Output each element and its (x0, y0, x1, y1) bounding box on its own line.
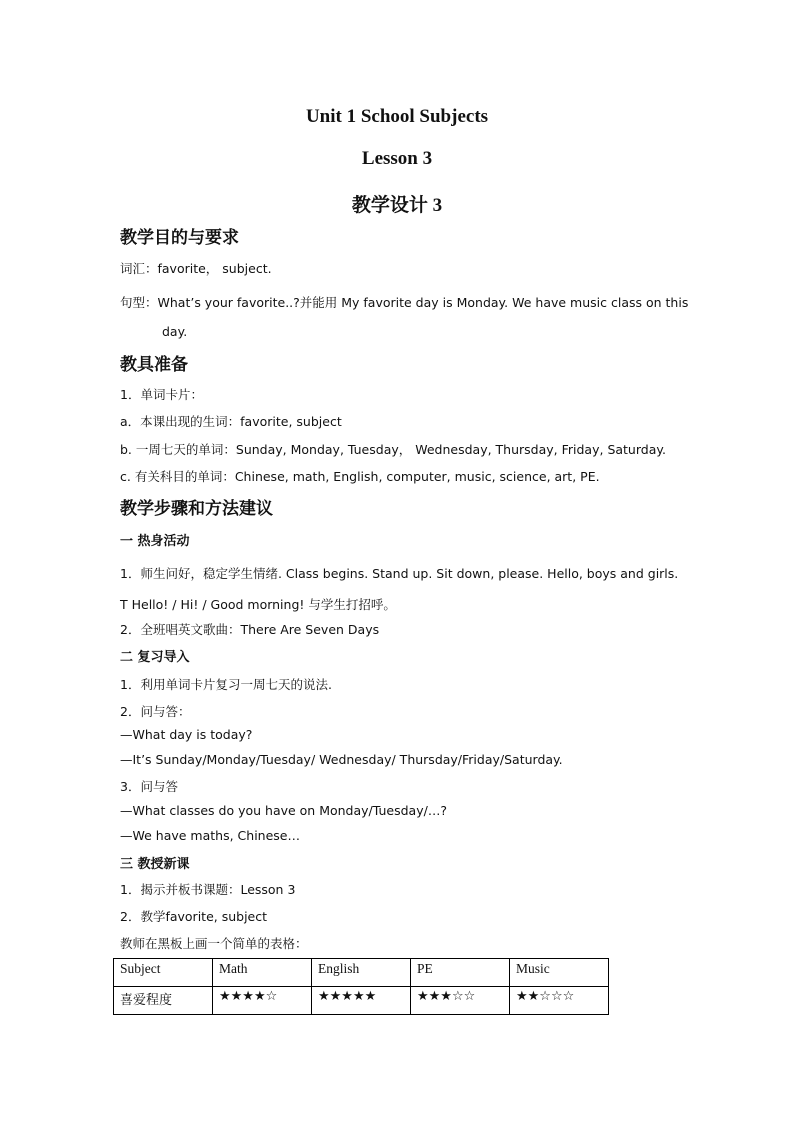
table-header-row (114, 959, 609, 987)
step3-line1: 1．揭示并板书课题：Lesson 3 (120, 882, 296, 897)
star-rating: ★★★★★ (312, 987, 411, 1015)
step2-line3: —What day is today? (120, 727, 253, 742)
table-cell: Subject (114, 959, 213, 987)
star-rating: ★★★★☆ (213, 987, 312, 1015)
step1-line2: T Hello! / Hi! / Good morning! 与学生打招呼。 (120, 597, 396, 612)
table-cell: Math (213, 959, 312, 987)
design-title: 教学设计 3 (351, 195, 443, 216)
star-rating: ★★★☆☆ (411, 987, 510, 1015)
table-cell: Music (510, 959, 609, 987)
step3-heading: 三 教授新课 (120, 857, 190, 872)
table-row (114, 987, 609, 1015)
prep-heading: 教具准备 (120, 355, 188, 375)
table-cell: English (312, 959, 411, 987)
table-row-label: 喜爱程度 (114, 987, 213, 1015)
goals-heading: 教学目的与要求 (120, 228, 239, 248)
step3-line2: 2．教学favorite, subject (120, 909, 268, 924)
unit-title: Unit 1 School Subjects (305, 106, 489, 127)
step2-line2: 2．问与答： (120, 704, 191, 719)
lesson-title: Lesson 3 (361, 148, 433, 169)
step1-heading: 一 热身活动 (120, 534, 190, 549)
subject-rating-table (113, 958, 609, 1015)
table-cell: PE (411, 959, 510, 987)
step2-line1: 1．利用单词卡片复习一周七天的说法. (120, 677, 332, 692)
step2-heading: 二 复习导入 (120, 650, 190, 665)
step2-line7: —We have maths, Chinese… (120, 828, 300, 843)
step1-line3: 2．全班唱英文歌曲：There Are Seven Days (120, 622, 380, 637)
step2-line6: —What classes do you have on Monday/Tuesday/…? (120, 803, 447, 818)
step2-line5: 3．问与答 (120, 779, 178, 794)
steps-heading: 教学步骤和方法建议 (120, 499, 273, 519)
step1-line1: 1．师生问好，稳定学生情绪. Class begins. Stand up. Sit down, please. Hello, boys and girls. (120, 566, 679, 581)
prep-item-b: b. 一周七天的单词：Sunday, Monday, Tuesday， Wednesday, Thursday, Friday, Saturday. (120, 442, 666, 457)
goals-vocab: 词汇：favorite， subject. (120, 261, 272, 276)
goals-pattern-line1: 句型：What’s your favorite..?并能用 My favorite day is Monday. We have music class on this (120, 295, 689, 310)
star-rating: ★★☆☆☆ (510, 987, 609, 1015)
step3-line3: 教师在黑板上画一个简单的表格： (120, 936, 308, 951)
prep-item-1: 1．单词卡片： (120, 387, 203, 402)
prep-item-a: a．本课出现的生词：favorite, subject (120, 414, 342, 429)
prep-item-c: c. 有关科目的单词：Chinese, math, English, computer, music, science, art, PE. (120, 469, 600, 484)
goals-pattern-line2: day. (162, 324, 188, 339)
step2-line4: —It’s Sunday/Monday/Tuesday/ Wednesday/ Thursday/Friday/Saturday. (120, 752, 563, 767)
